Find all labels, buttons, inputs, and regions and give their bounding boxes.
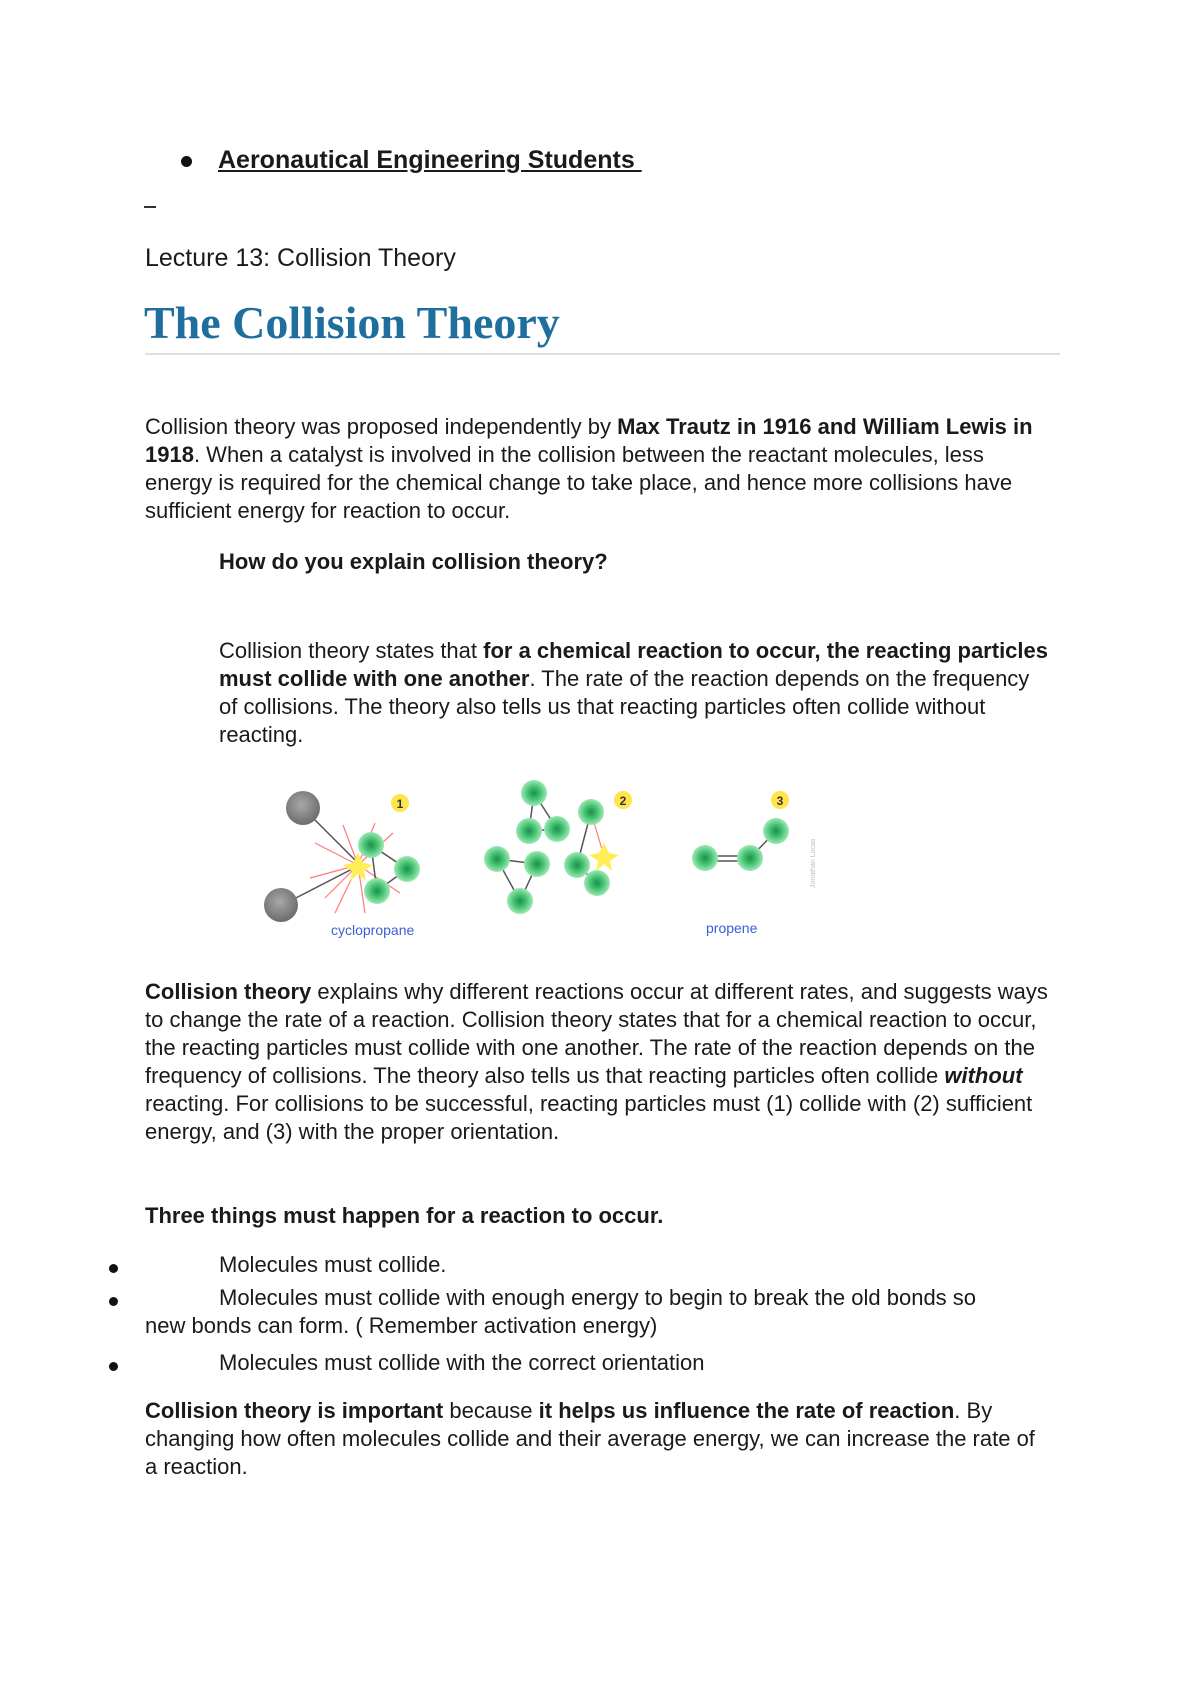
title-rule	[145, 353, 1060, 355]
divider	[144, 206, 156, 208]
step-label-1: 1	[396, 797, 404, 811]
panel-3	[692, 791, 817, 936]
intro-paragraph	[145, 413, 1050, 525]
carbon-atom	[564, 852, 590, 878]
importance-paragraph	[145, 1397, 1050, 1481]
explain-text-2: reacting. For collisions to be successful, reacting particles must (1) collide with (2) sufficient energy, and (3) with the proper orientation.	[145, 1091, 1033, 1144]
requirements-heading: Three things must happen for a reaction to occur.	[145, 1203, 664, 1228]
question-heading: How do you explain collision theory?	[219, 549, 608, 574]
importance-text-2: . By changing how often molecules collide and their average energy, we can increase the rate of a reaction.	[145, 1398, 1035, 1479]
answer-paragraph	[219, 637, 1049, 749]
carbon-atom	[484, 846, 510, 872]
explanation-paragraph	[145, 978, 1050, 1146]
list-item: Molecules must collide with the correct orientation	[219, 1350, 705, 1375]
intro-text-2: . When a catalyst is involved in the collision between the reactant molecules, less energy is required for the chemical change to take place, and hence more collisions have sufficient energy for reaction to occur.	[145, 442, 1013, 523]
carbon-atom	[692, 845, 718, 871]
carbon-atom	[521, 780, 547, 806]
panel-2	[484, 780, 632, 914]
importance-bold-2: it helps us influence the rate of reaction	[538, 1398, 955, 1423]
step-label-3: 3	[776, 794, 784, 808]
caption-propene: propene	[706, 920, 758, 936]
probe-particle	[286, 791, 320, 825]
course-heading: Aeronautical Engineering Students	[218, 146, 642, 174]
intro-text-1: Collision theory was proposed independently by	[145, 414, 618, 439]
explain-emphasis: without	[944, 1063, 1023, 1088]
list-item-continued: new bonds can form. ( Remember activation energy)	[145, 1313, 658, 1338]
intro-bold: Max Trautz in 1916 and William Lewis in 1918	[145, 414, 1033, 467]
list-item: Molecules must collide with enough energy to begin to break the old bonds so	[219, 1285, 977, 1310]
carbon-atom	[364, 878, 390, 904]
explain-text-1: explains why different reactions occur at different rates, and suggests ways to change the rate of a reaction. Collision theory states that for a chemical reaction to occur, the reacting particles must collide with one another. The rate of the reaction depends on the frequency of collisions. The theory also tells us that reacting particles often collide	[145, 979, 1048, 1088]
panel-1	[264, 791, 420, 938]
bullet-icon	[109, 1362, 118, 1371]
carbon-atom	[394, 856, 420, 882]
explain-bold: Collision theory	[145, 979, 312, 1004]
answer-text-2: . The rate of the reaction depends on the frequency of collisions. The theory also tells us that reacting particles often collide without reacting.	[219, 666, 1030, 747]
importance-bold-1: Collision theory is important	[145, 1398, 444, 1423]
caption-cyclopropane: cyclopropane	[331, 922, 415, 938]
probe-particle	[264, 888, 298, 922]
carbon-atom	[584, 870, 610, 896]
carbon-atom	[516, 818, 542, 844]
carbon-atom	[507, 888, 533, 914]
carbon-atom	[578, 799, 604, 825]
image-credit: Jonathan Lucas	[810, 838, 817, 888]
spark-icon	[589, 843, 619, 871]
importance-text-1: because	[443, 1398, 539, 1423]
collision-figure	[255, 773, 835, 953]
carbon-atom	[524, 851, 550, 877]
answer-text-1: Collision theory states that	[219, 638, 484, 663]
bullet-icon	[109, 1297, 118, 1306]
carbon-atom	[763, 818, 789, 844]
carbon-atom	[737, 845, 763, 871]
bullet-icon	[181, 156, 192, 167]
lecture-title: Lecture 13: Collision Theory	[145, 244, 456, 272]
step-label-2: 2	[619, 794, 627, 808]
answer-bold: for a chemical reaction to occur, the reacting particles must collide with one another	[219, 638, 1048, 691]
list-item: Molecules must collide.	[219, 1252, 447, 1277]
bullet-icon	[109, 1264, 118, 1273]
carbon-atom	[358, 832, 384, 858]
carbon-atom	[544, 816, 570, 842]
page-title: The Collision Theory	[144, 297, 560, 348]
